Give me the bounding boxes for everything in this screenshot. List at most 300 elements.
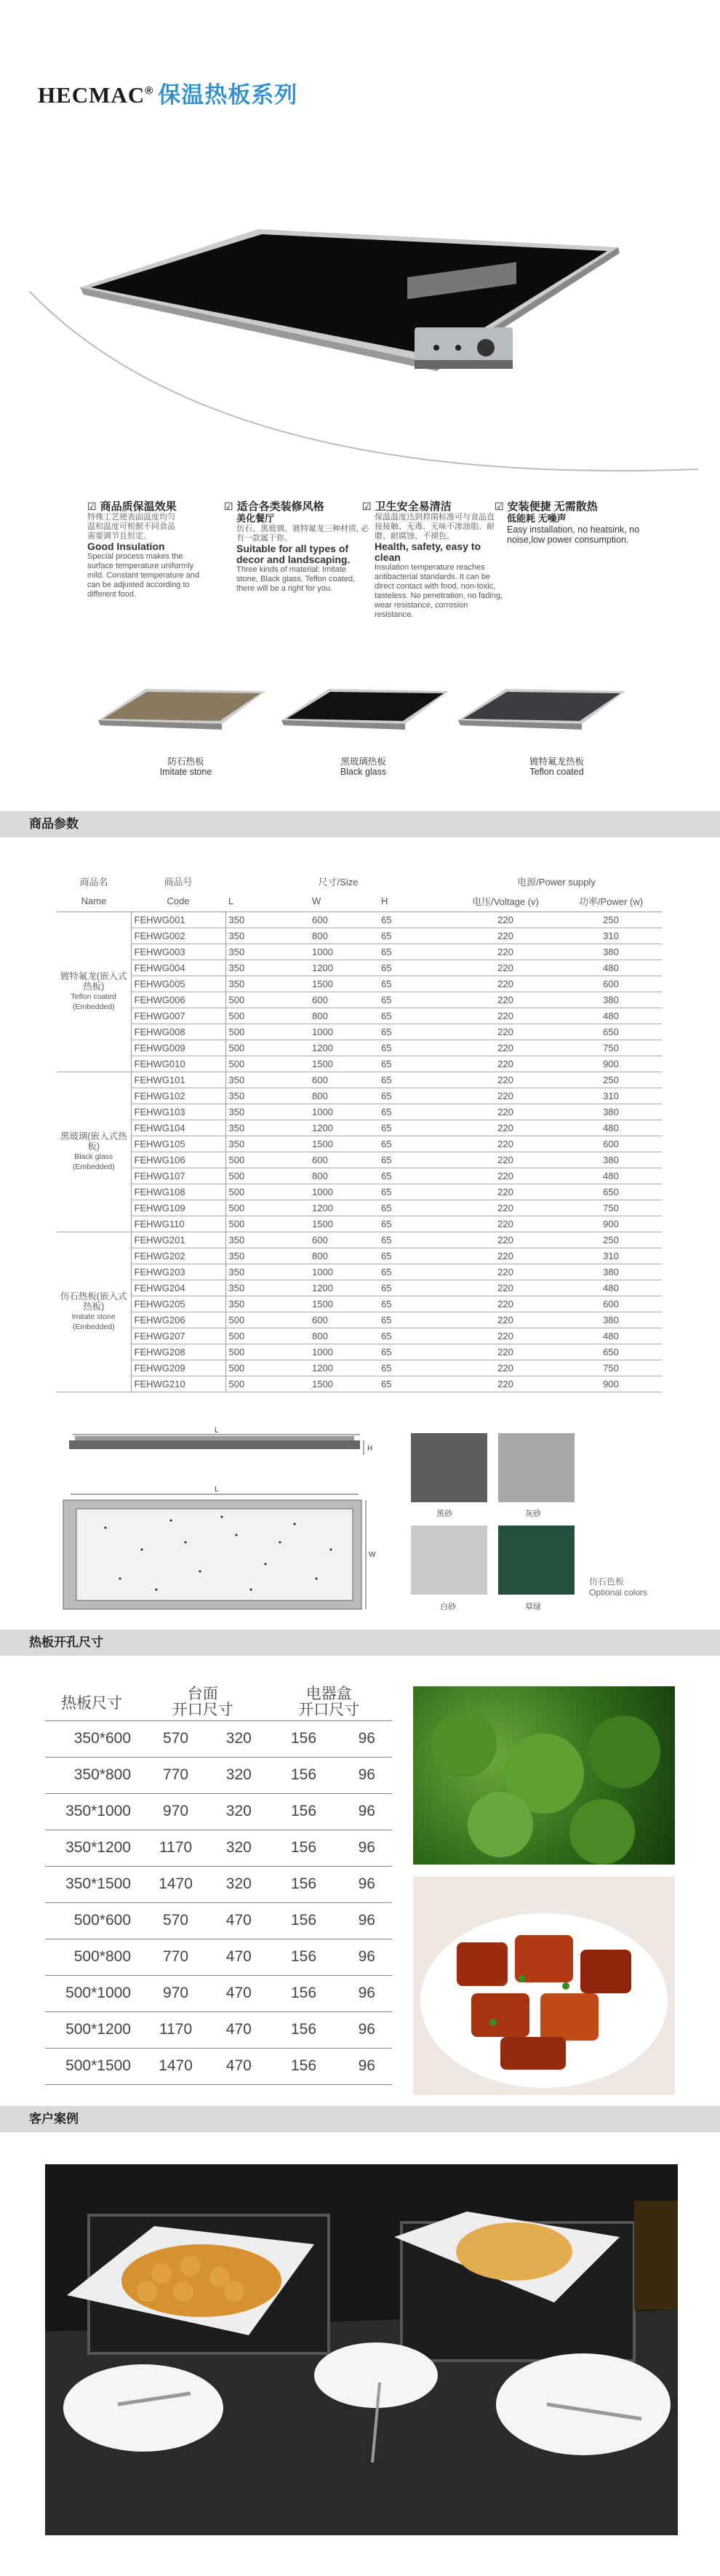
h-cell: 65 xyxy=(378,1072,451,1088)
l-cell: 500 xyxy=(225,1344,309,1360)
feature-title: 安装便捷 无需散热 xyxy=(507,501,598,513)
spec-table xyxy=(57,871,662,1392)
code-cell: FEHWG110 xyxy=(131,1216,225,1232)
plate-size-cell: 500*800 xyxy=(45,1939,140,1975)
l-cell: 350 xyxy=(225,1232,309,1248)
swatch-black-sand xyxy=(411,1433,487,1502)
w-cell: 1200 xyxy=(309,1280,378,1296)
watt-cell: 380 xyxy=(560,1264,662,1280)
plate-size-cell: 500*1200 xyxy=(45,2011,140,2048)
swatch-label: 黑砂 xyxy=(436,1510,452,1518)
spec-row xyxy=(57,1088,662,1104)
box-l-cell: 156 xyxy=(265,1902,341,1939)
voltage-cell: 220 xyxy=(451,1360,560,1376)
watt-cell: 480 xyxy=(560,1120,662,1136)
l-cell: 500 xyxy=(225,1024,309,1040)
photo-broccoli xyxy=(413,1686,675,1865)
cutout-row xyxy=(45,2048,392,2084)
w-cell: 1000 xyxy=(309,944,378,960)
col-code-en: Code xyxy=(131,891,225,912)
box-l-cell: 156 xyxy=(265,1830,341,1866)
watt-cell: 480 xyxy=(560,1008,662,1024)
plate-black-glass xyxy=(278,680,452,735)
swatch-grass-green xyxy=(498,1526,575,1595)
watt-cell: 750 xyxy=(560,1360,662,1376)
counter-w-cell: 320 xyxy=(212,1866,265,1902)
watt-cell: 600 xyxy=(560,1136,662,1152)
watt-cell: 900 xyxy=(560,1056,662,1072)
section-header-params: 商品参数 xyxy=(0,811,720,837)
code-cell: FEHWG006 xyxy=(131,992,225,1008)
w-cell: 1200 xyxy=(309,1040,378,1056)
h-cell: 65 xyxy=(378,1312,451,1328)
l-cell: 500 xyxy=(225,1056,309,1072)
h-cell: 65 xyxy=(378,1216,451,1232)
counter-w-cell: 320 xyxy=(212,1757,265,1793)
h-cell: 65 xyxy=(378,1248,451,1264)
series-title: 保温热板系列 xyxy=(158,82,298,108)
spec-row xyxy=(57,992,662,1008)
spec-row xyxy=(57,960,662,976)
control-box xyxy=(415,327,513,369)
w-cell: 600 xyxy=(309,1312,378,1328)
h-cell: 65 xyxy=(378,944,451,960)
code-cell: FEHWG001 xyxy=(131,912,225,928)
h-cell: 65 xyxy=(378,1168,451,1184)
watt-cell: 900 xyxy=(560,1216,662,1232)
h-cell: 65 xyxy=(378,928,451,944)
l-cell: 500 xyxy=(225,1376,309,1392)
counter-l-cell: 1170 xyxy=(140,1830,212,1866)
code-cell: FEHWG104 xyxy=(131,1120,225,1136)
code-cell: FEHWG202 xyxy=(131,1248,225,1264)
l-cell: 350 xyxy=(225,944,309,960)
spec-row xyxy=(57,1248,662,1264)
code-cell: FEHWG101 xyxy=(131,1072,225,1088)
l-cell: 500 xyxy=(225,1008,309,1024)
watt-cell: 480 xyxy=(560,1280,662,1296)
h-cell: 65 xyxy=(378,1360,451,1376)
counter-l-cell: 1170 xyxy=(140,2011,212,2048)
counter-l-cell: 1470 xyxy=(140,2048,212,2084)
section-header-cutout: 热板开孔尺寸 xyxy=(0,1630,720,1656)
box-l-cell: 156 xyxy=(265,2048,341,2084)
code-cell: FEHWG107 xyxy=(131,1168,225,1184)
feature-installation xyxy=(495,501,669,545)
counter-l-cell: 770 xyxy=(140,1757,212,1793)
counter-w-cell: 320 xyxy=(212,1830,265,1866)
plate-caption: 镀特氟龙热板 Teflon coated xyxy=(529,757,584,777)
hero-product-illustration xyxy=(0,109,720,480)
feature-desc-zh: 特殊工艺使表面温度均匀温和温度可根据不同食品需要调节且恒定。 xyxy=(87,513,175,541)
l-cell: 350 xyxy=(225,976,309,992)
spec-row xyxy=(57,1120,662,1136)
code-cell: FEHWG008 xyxy=(131,1024,225,1040)
col-counter: 台面 xyxy=(187,1685,218,1702)
spec-row xyxy=(57,1152,662,1168)
box-w-cell: 96 xyxy=(342,1757,392,1793)
cutout-row xyxy=(45,1939,392,1975)
watt-cell: 650 xyxy=(560,1184,662,1200)
col-name-zh: 商品名 xyxy=(79,876,108,888)
watt-cell: 310 xyxy=(560,928,662,944)
w-cell: 800 xyxy=(309,1168,378,1184)
cutout-row xyxy=(45,1793,392,1830)
box-l-cell: 156 xyxy=(265,1757,341,1793)
voltage-cell: 220 xyxy=(451,928,560,944)
section-header-cases: 客户案例 xyxy=(0,2106,720,2132)
plate-teflon-coated xyxy=(455,680,629,735)
code-cell: FEHWG009 xyxy=(131,1040,225,1056)
spec-row xyxy=(57,1200,662,1216)
counter-w-cell: 320 xyxy=(212,1720,265,1757)
plate-caption: 防石热板 Imitate stone xyxy=(159,757,212,777)
w-cell: 1200 xyxy=(309,1360,378,1376)
box-l-cell: 156 xyxy=(265,2011,341,2048)
code-cell: FEHWG102 xyxy=(131,1088,225,1104)
plate-size-cell: 350*1200 xyxy=(45,1830,140,1866)
w-cell: 800 xyxy=(309,1328,378,1344)
counter-w-cell: 470 xyxy=(212,1975,265,2011)
voltage-cell: 220 xyxy=(451,1280,560,1296)
cutout-row xyxy=(45,1757,392,1793)
check-icon: ☑ xyxy=(87,501,97,512)
l-cell: 500 xyxy=(225,1168,309,1184)
l-cell: 350 xyxy=(225,912,309,928)
l-cell: 500 xyxy=(225,1152,309,1168)
spec-row xyxy=(57,1296,662,1312)
h-cell: 65 xyxy=(378,1040,451,1056)
l-cell: 500 xyxy=(225,1360,309,1376)
counter-l-cell: 570 xyxy=(140,1902,212,1939)
cutout-row xyxy=(45,1830,392,1866)
spec-row xyxy=(57,1072,662,1088)
l-cell: 350 xyxy=(225,1104,309,1120)
svg-text:W: W xyxy=(369,1551,376,1559)
w-cell: 800 xyxy=(309,1088,378,1104)
box-l-cell: 156 xyxy=(265,1720,341,1757)
watt-cell: 480 xyxy=(560,1328,662,1344)
watt-cell: 380 xyxy=(560,1312,662,1328)
h-cell: 65 xyxy=(378,1136,451,1152)
feature-desc-en: Three kinds of material: Imitate stone, Black glass, Teflon coated, there will be a right for you. xyxy=(236,565,356,593)
watt-cell: 600 xyxy=(560,1296,662,1312)
code-cell: FEHWG108 xyxy=(131,1184,225,1200)
plate-size-cell: 350*800 xyxy=(45,1757,140,1793)
l-cell: 500 xyxy=(225,1200,309,1216)
spec-row xyxy=(57,1136,662,1152)
cutout-row xyxy=(45,1866,392,1902)
h-cell: 65 xyxy=(378,1280,451,1296)
voltage-cell: 220 xyxy=(451,1248,560,1264)
watt-cell: 480 xyxy=(560,1168,662,1184)
voltage-cell: 220 xyxy=(451,1040,560,1056)
feature-title-en: Health, safety, easy to clean xyxy=(375,541,481,563)
box-w-cell: 96 xyxy=(342,1830,392,1866)
code-cell: FEHWG109 xyxy=(131,1200,225,1216)
w-cell: 1500 xyxy=(309,1216,378,1232)
col-code-zh: 商品号 xyxy=(164,876,193,888)
l-cell: 350 xyxy=(225,1120,309,1136)
w-cell: 600 xyxy=(309,992,378,1008)
w-cell: 600 xyxy=(309,912,378,928)
code-cell: FEHWG207 xyxy=(131,1328,225,1344)
watt-cell: 380 xyxy=(560,992,662,1008)
spec-row xyxy=(57,1008,662,1024)
code-cell: FEHWG205 xyxy=(131,1296,225,1312)
voltage-cell: 220 xyxy=(451,1072,560,1088)
counter-l-cell: 770 xyxy=(140,1939,212,1975)
w-cell: 1000 xyxy=(309,1344,378,1360)
h-cell: 65 xyxy=(378,1056,451,1072)
plate-imitate-stone xyxy=(95,680,269,735)
col-size: 尺寸/Size xyxy=(318,876,359,888)
box-l-cell: 156 xyxy=(265,1866,341,1902)
voltage-cell: 220 xyxy=(451,1008,560,1024)
voltage-cell: 220 xyxy=(451,1344,560,1360)
voltage-cell: 220 xyxy=(451,1328,560,1344)
product-group-name: 仿石热板(嵌入式热板) Imitate stone (Embedded) xyxy=(57,1232,131,1392)
page-title xyxy=(38,76,297,109)
swatch-white-sand xyxy=(411,1526,487,1595)
box-w-cell: 96 xyxy=(342,1793,392,1830)
h-cell: 65 xyxy=(378,912,451,928)
counter-w-cell: 470 xyxy=(212,2048,265,2084)
cutout-row xyxy=(45,1902,392,1939)
voltage-cell: 220 xyxy=(451,1168,560,1184)
l-cell: 350 xyxy=(225,1296,309,1312)
voltage-cell: 220 xyxy=(451,912,560,928)
product-group-name: 黑玻璃(嵌入式热板) Black glass (Embedded) xyxy=(57,1072,131,1232)
registered-mark: ® xyxy=(145,84,154,97)
feature-title: 卫生安全易清洁 xyxy=(375,501,452,513)
w-cell: 800 xyxy=(309,928,378,944)
voltage-cell: 220 xyxy=(451,1056,560,1072)
spec-row xyxy=(57,912,662,928)
code-cell: FEHWG201 xyxy=(131,1232,225,1248)
voltage-cell: 220 xyxy=(451,1312,560,1328)
spec-row xyxy=(57,1184,662,1200)
code-cell: FEHWG208 xyxy=(131,1344,225,1360)
box-w-cell: 96 xyxy=(342,1720,392,1757)
col-l: L xyxy=(225,891,309,912)
box-w-cell: 96 xyxy=(342,1866,392,1902)
dim-l-label: L xyxy=(215,1427,219,1435)
code-cell: FEHWG206 xyxy=(131,1312,225,1328)
voltage-cell: 220 xyxy=(451,1152,560,1168)
check-icon: ☑ xyxy=(495,501,504,512)
w-cell: 1000 xyxy=(309,1024,378,1040)
l-cell: 350 xyxy=(225,1280,309,1296)
w-cell: 1200 xyxy=(309,1200,378,1216)
h-cell: 65 xyxy=(378,976,451,992)
col-box: 电器盒 xyxy=(305,1685,352,1702)
svg-text:H: H xyxy=(367,1445,373,1453)
w-cell: 1200 xyxy=(309,960,378,976)
spec-row xyxy=(57,1216,662,1232)
w-cell: 600 xyxy=(309,1232,378,1248)
w-cell: 1000 xyxy=(309,1264,378,1280)
watt-cell: 650 xyxy=(560,1344,662,1360)
spec-row xyxy=(57,1360,662,1376)
voltage-cell: 220 xyxy=(451,1376,560,1392)
box-l-cell: 156 xyxy=(265,1793,341,1830)
product-group-name: 镀特氟龙(嵌入式热板) Teflon coated (Embedded) xyxy=(57,912,131,1072)
h-cell: 65 xyxy=(378,1088,451,1104)
spec-row xyxy=(57,1024,662,1040)
code-cell: FEHWG209 xyxy=(131,1360,225,1376)
voltage-cell: 220 xyxy=(451,944,560,960)
h-cell: 65 xyxy=(378,1008,451,1024)
l-cell: 500 xyxy=(225,1328,309,1344)
photo-braised-pork xyxy=(413,1877,675,2095)
voltage-cell: 220 xyxy=(451,1264,560,1280)
code-cell: FEHWG106 xyxy=(131,1152,225,1168)
code-cell: FEHWG203 xyxy=(131,1264,225,1280)
spec-row xyxy=(57,1168,662,1184)
counter-l-cell: 1470 xyxy=(140,1866,212,1902)
h-cell: 65 xyxy=(378,1344,451,1360)
check-icon: ☑ xyxy=(224,501,233,512)
plate-size-cell: 500*600 xyxy=(45,1902,140,1939)
watt-cell: 750 xyxy=(560,1040,662,1056)
h-cell: 65 xyxy=(378,1024,451,1040)
code-cell: FEHWG105 xyxy=(131,1136,225,1152)
h-cell: 65 xyxy=(378,1376,451,1392)
voltage-cell: 220 xyxy=(451,1104,560,1120)
l-cell: 350 xyxy=(225,1248,309,1264)
watt-cell: 650 xyxy=(560,1024,662,1040)
box-w-cell: 96 xyxy=(342,1939,392,1975)
voltage-cell: 220 xyxy=(451,976,560,992)
w-cell: 1500 xyxy=(309,1136,378,1152)
w-cell: 1500 xyxy=(309,1056,378,1072)
h-cell: 65 xyxy=(378,1328,451,1344)
h-cell: 65 xyxy=(378,992,451,1008)
watt-cell: 380 xyxy=(560,1152,662,1168)
w-cell: 1000 xyxy=(309,1184,378,1200)
brand-name: HECMAC xyxy=(38,82,145,108)
spec-row xyxy=(57,928,662,944)
watt-cell: 250 xyxy=(560,1072,662,1088)
col-name-en: Name xyxy=(57,891,131,912)
spec-row xyxy=(57,1376,662,1392)
check-icon: ☑ xyxy=(362,501,372,512)
code-cell: FEHWG004 xyxy=(131,960,225,976)
swatch-label: 白砂 xyxy=(440,1603,456,1611)
spec-row xyxy=(57,1312,662,1328)
box-l-cell: 156 xyxy=(265,1939,341,1975)
counter-l-cell: 970 xyxy=(140,1793,212,1830)
l-cell: 500 xyxy=(225,992,309,1008)
spec-row xyxy=(57,1344,662,1360)
voltage-cell: 220 xyxy=(451,1232,560,1248)
feature-desc-en: Special process makes the surface temperature uniformly mild. Constant temperature and can be adjusted according to different food. xyxy=(87,552,200,599)
watt-cell: 310 xyxy=(560,1248,662,1264)
w-cell: 1500 xyxy=(309,1376,378,1392)
watt-cell: 600 xyxy=(560,976,662,992)
w-cell: 800 xyxy=(309,1248,378,1264)
voltage-cell: 220 xyxy=(451,1024,560,1040)
spec-row xyxy=(57,1328,662,1344)
box-w-cell: 96 xyxy=(342,1902,392,1939)
plate-size-cell: 500*1000 xyxy=(45,1975,140,2011)
swatch-label: 灰砂 xyxy=(525,1510,541,1518)
cutout-row xyxy=(45,1720,392,1757)
swatch-grey-sand xyxy=(498,1433,575,1502)
code-cell: FEHWG210 xyxy=(131,1376,225,1392)
l-cell: 500 xyxy=(225,1312,309,1328)
box-w-cell: 96 xyxy=(342,1975,392,2011)
watt-cell: 480 xyxy=(560,960,662,976)
swatch-label: 草绿 xyxy=(525,1603,541,1611)
plate-size-cell: 350*600 xyxy=(45,1720,140,1757)
voltage-cell: 220 xyxy=(451,1136,560,1152)
spec-row xyxy=(57,1264,662,1280)
feature-desc-en: Easy installation, no heatsink, no noise,low power consumption. xyxy=(507,525,640,545)
box-l-cell: 156 xyxy=(265,1975,341,2011)
h-cell: 65 xyxy=(378,1104,451,1120)
l-cell: 500 xyxy=(225,1040,309,1056)
watt-cell: 250 xyxy=(560,1232,662,1248)
w-cell: 1500 xyxy=(309,976,378,992)
watt-cell: 900 xyxy=(560,1376,662,1392)
voltage-cell: 220 xyxy=(451,1200,560,1216)
svg-text:L: L xyxy=(215,1486,219,1494)
h-cell: 65 xyxy=(378,1152,451,1168)
dimension-diagram xyxy=(62,1426,382,1619)
l-cell: 350 xyxy=(225,960,309,976)
code-cell: FEHWG005 xyxy=(131,976,225,992)
code-cell: FEHWG204 xyxy=(131,1280,225,1296)
code-cell: FEHWG007 xyxy=(131,1008,225,1024)
w-cell: 1200 xyxy=(309,1120,378,1136)
col-plate-size: 热板尺寸 xyxy=(45,1684,140,1720)
col-h: H xyxy=(378,891,451,912)
feature-title-en: Suitable for all types of decor and landscaping. xyxy=(236,543,351,565)
code-cell: FEHWG010 xyxy=(131,1056,225,1072)
voltage-cell: 220 xyxy=(451,1088,560,1104)
feature-decor xyxy=(224,501,384,594)
code-cell: FEHWG103 xyxy=(131,1104,225,1120)
feature-subtitle: 美化餐厅 xyxy=(236,513,275,524)
voltage-cell: 220 xyxy=(451,1296,560,1312)
w-cell: 800 xyxy=(309,1008,378,1024)
plate-size-cell: 350*1500 xyxy=(45,1866,140,1902)
spec-row xyxy=(57,1280,662,1296)
watt-cell: 380 xyxy=(560,944,662,960)
cutout-row xyxy=(45,1975,392,2011)
counter-w-cell: 470 xyxy=(212,2011,265,2048)
feature-insulation xyxy=(87,501,247,599)
feature-desc-en: Insulation temperature reaches antibacterial standards. It can be direct contact with food, non-toxic, tasteless. No penetration, no fading, wear resistance, corrosion resistance. xyxy=(375,563,503,619)
spec-row xyxy=(57,1232,662,1248)
l-cell: 350 xyxy=(225,1136,309,1152)
l-cell: 500 xyxy=(225,1184,309,1200)
counter-l-cell: 970 xyxy=(140,1975,212,2011)
col-voltage: 电压/Voltage (v) xyxy=(451,891,560,912)
code-cell: FEHWG002 xyxy=(131,928,225,944)
photo-customer-case xyxy=(45,2164,678,2535)
feature-title-en: Good Insulation xyxy=(87,541,165,552)
spec-row xyxy=(57,976,662,992)
feature-desc-zh: 仿石、黑玻璃、镀特氟龙三种材质, 必有一款属于你。 xyxy=(236,525,369,543)
watt-cell: 750 xyxy=(560,1200,662,1216)
col-power: 电源/Power supply xyxy=(517,876,596,888)
spec-row xyxy=(57,1104,662,1120)
watt-cell: 310 xyxy=(560,1088,662,1104)
counter-l-cell: 570 xyxy=(140,1720,212,1757)
